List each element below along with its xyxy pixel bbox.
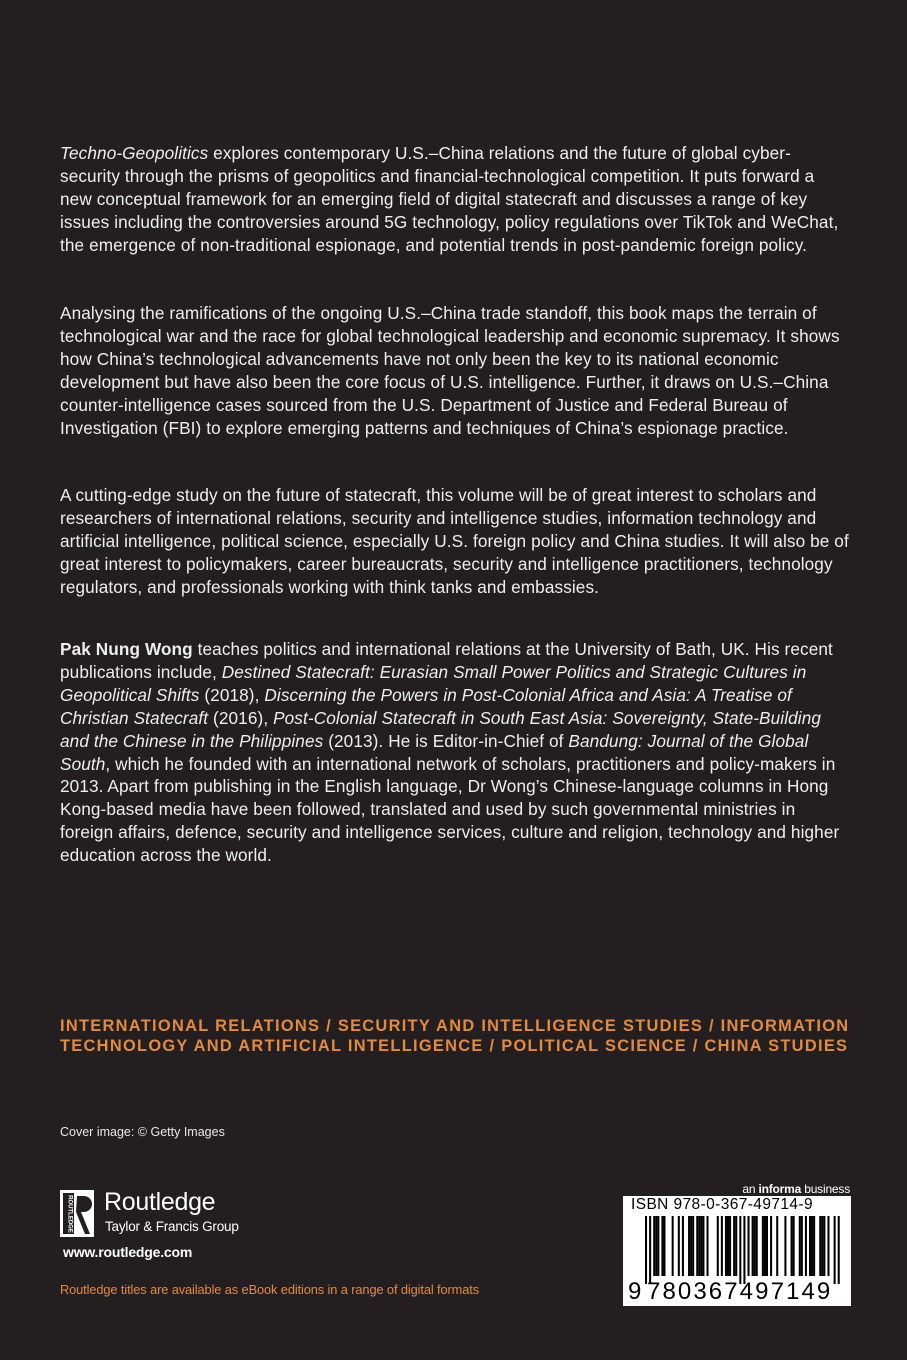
barcode-bar: [805, 1216, 807, 1276]
barcode-bar: [735, 1216, 737, 1276]
barcode-number: 780367497149: [647, 1278, 833, 1305]
informa-suffix: business: [801, 1182, 850, 1196]
barcode-bar: [682, 1216, 684, 1276]
barcode-bar: [702, 1216, 704, 1276]
barcode-bar: [657, 1216, 659, 1276]
barcode-bar: [776, 1216, 778, 1276]
bio-journal-title: Bandung: Journal of the Global South: [60, 730, 809, 774]
subject-categories: INTERNATIONAL RELATIONS / SECURITY AND INTELLIGENCE STUDIES / INFORMATION TECHNOLOGY AND ARTIFICIAL INTELLIGENCE / POLITICAL SCIENCE / CHINA STUDIES: [60, 1017, 850, 1055]
barcode-bar: [692, 1216, 694, 1276]
isbn-label: ISBN 978-0-367-49714-9: [631, 1196, 813, 1213]
publisher-url[interactable]: www.routledge.com: [63, 1244, 193, 1260]
description-paragraph-1: [60, 142, 850, 257]
barcode-bar: [690, 1216, 692, 1276]
barcode-bar: [698, 1216, 700, 1276]
barcode-bar: [696, 1216, 698, 1276]
bio-book-title: Destined Statecraft: Eurasian Small Power Politics and Strategic Cultures in Geopolitical Shifts: [60, 661, 807, 705]
author-bio: [60, 638, 850, 867]
barcode-bar: [762, 1216, 764, 1276]
barcode-bar: [661, 1216, 663, 1276]
barcode-bar: [729, 1216, 731, 1276]
barcode-bar: [821, 1216, 823, 1276]
publisher-group: Taylor & Francis Group: [105, 1219, 239, 1234]
barcode-bar: [811, 1216, 813, 1276]
barcode-bar: [770, 1216, 772, 1276]
isbn-barcode: [623, 1196, 851, 1306]
barcode-bar: [813, 1216, 815, 1276]
description-paragraph-2: Analysing the ramifications of the ongoing U.S.–China trade standoff, this book maps the terrain of technological war and the race for global technological leadership and economic supremacy. It shows how China’s technological advancements have not only been the key to its national economic development but have also been the core focus of U.S. intelligence. Further, it draws on U.S.–China counter-intelligence cases sourced from the U.S. Department of Justice and Federal Bureau of Investigation (FBI) to explore emerging patterns and techniques of China’s espionage practice.: [60, 303, 840, 438]
informa-prefix: an: [742, 1182, 759, 1196]
barcode-bar: [834, 1216, 836, 1284]
barcode-bar: [743, 1216, 745, 1284]
author-name: Pak Nung Wong: [60, 639, 193, 659]
informa-tagline: [742, 1182, 850, 1196]
barcode-bar: [766, 1216, 768, 1276]
description-text: explores contemporary U.S.–China relations and the future of global cyber-security through the prisms of geopolitics and financial-technological competition. It puts forward a new conceptual framework for an emerging field of digital statecraft and discusses a range of key issues including the controversies around 5G technology, policy regulations over TikTok and WeChat, the emergence of non-traditional espionage, and potential trends in post-pandemic foreign policy.: [60, 143, 839, 255]
barcode-bar: [791, 1216, 793, 1276]
barcode-bar: [754, 1216, 756, 1276]
bio-text: , which he founded with an international network of scholars, practitioners and policy-makers in 2013. Apart from publishing in the English language, Dr Wong’s Chinese-language columns in Hong Kong-based media have been followed, translated and used by such governmental ministries in foreign affairs, defence, security and intelligence services, culture and religion, technology and higher education across the world.: [60, 753, 840, 866]
barcode-bar: [752, 1216, 754, 1276]
cover-image-credit: Cover image: © Getty Images: [60, 1125, 225, 1139]
barcode-bar: [653, 1216, 655, 1276]
barcode-bar: [721, 1216, 723, 1276]
informa-brand: informa: [758, 1182, 802, 1196]
barcode-bar: [739, 1216, 741, 1284]
barcode-bar: [809, 1216, 811, 1276]
barcode-bar: [733, 1216, 735, 1276]
barcode-bar: [801, 1216, 803, 1276]
routledge-logo: [60, 1190, 260, 1240]
barcode-bar: [678, 1216, 680, 1276]
svg-text:ROUTLEDGE: ROUTLEDGE: [66, 1195, 73, 1233]
barcode-bar: [645, 1216, 647, 1284]
barcode-bar: [707, 1216, 709, 1276]
barcode-bar: [819, 1216, 821, 1276]
barcode-bar: [649, 1216, 651, 1284]
barcode-bar: [838, 1216, 840, 1284]
barcode-bar: [717, 1216, 719, 1276]
barcode-bar: [688, 1216, 690, 1276]
barcode-bar: [793, 1216, 795, 1276]
bio-text: (2018),: [199, 684, 265, 705]
barcode-bar: [663, 1216, 665, 1276]
bio-book-title: Post-Colonial Statecraft in South East Asia: Sovereignty, State-Building and the Chinese in the Philippines: [60, 707, 822, 751]
barcode-bar: [784, 1216, 786, 1276]
barcode-first-digit: 9: [628, 1278, 642, 1305]
ebook-note: Routledge titles are available as eBook editions in a range of digital formats: [60, 1282, 480, 1297]
description-paragraph-3: A cutting-edge study on the future of statecraft, this volume will be of great interest to scholars and researchers of international relations, security and intelligence studies, information technology and artificial intelligence, political science, especially U.S. foreign policy and China studies. It will also be of great interest to policymakers, career bureaucrats, security and intelligence practitioners, technology regulators, and professionals working with think tanks and embassies.: [60, 485, 849, 597]
barcode-bar: [764, 1216, 766, 1276]
barcode-bar: [748, 1216, 750, 1276]
bio-text: (2013). He is Editor-in-Chief of: [323, 730, 569, 751]
barcode-bar: [727, 1216, 729, 1276]
bio-text: teaches politics and international relations at the University of Bath, UK. His recent publications include,: [60, 639, 833, 682]
barcode-bar: [823, 1216, 825, 1276]
barcode-bar: [655, 1216, 657, 1276]
barcode-bar: [725, 1216, 727, 1276]
barcode-bar: [756, 1216, 758, 1276]
barcode-bar: [700, 1216, 702, 1276]
bio-book-title: Discerning the Powers in Post-Colonial Africa and Asia: A Treatise of Christian Statecraft: [60, 684, 792, 728]
barcode-bar: [799, 1216, 801, 1276]
book-title: Techno-Geopolitics: [60, 143, 209, 163]
barcode-bar: [672, 1216, 674, 1276]
bio-text: (2016),: [208, 707, 274, 728]
publisher-name: Routledge: [104, 1188, 216, 1216]
routledge-logo-mark-icon: [60, 1190, 94, 1237]
barcode-bar: [827, 1216, 829, 1276]
